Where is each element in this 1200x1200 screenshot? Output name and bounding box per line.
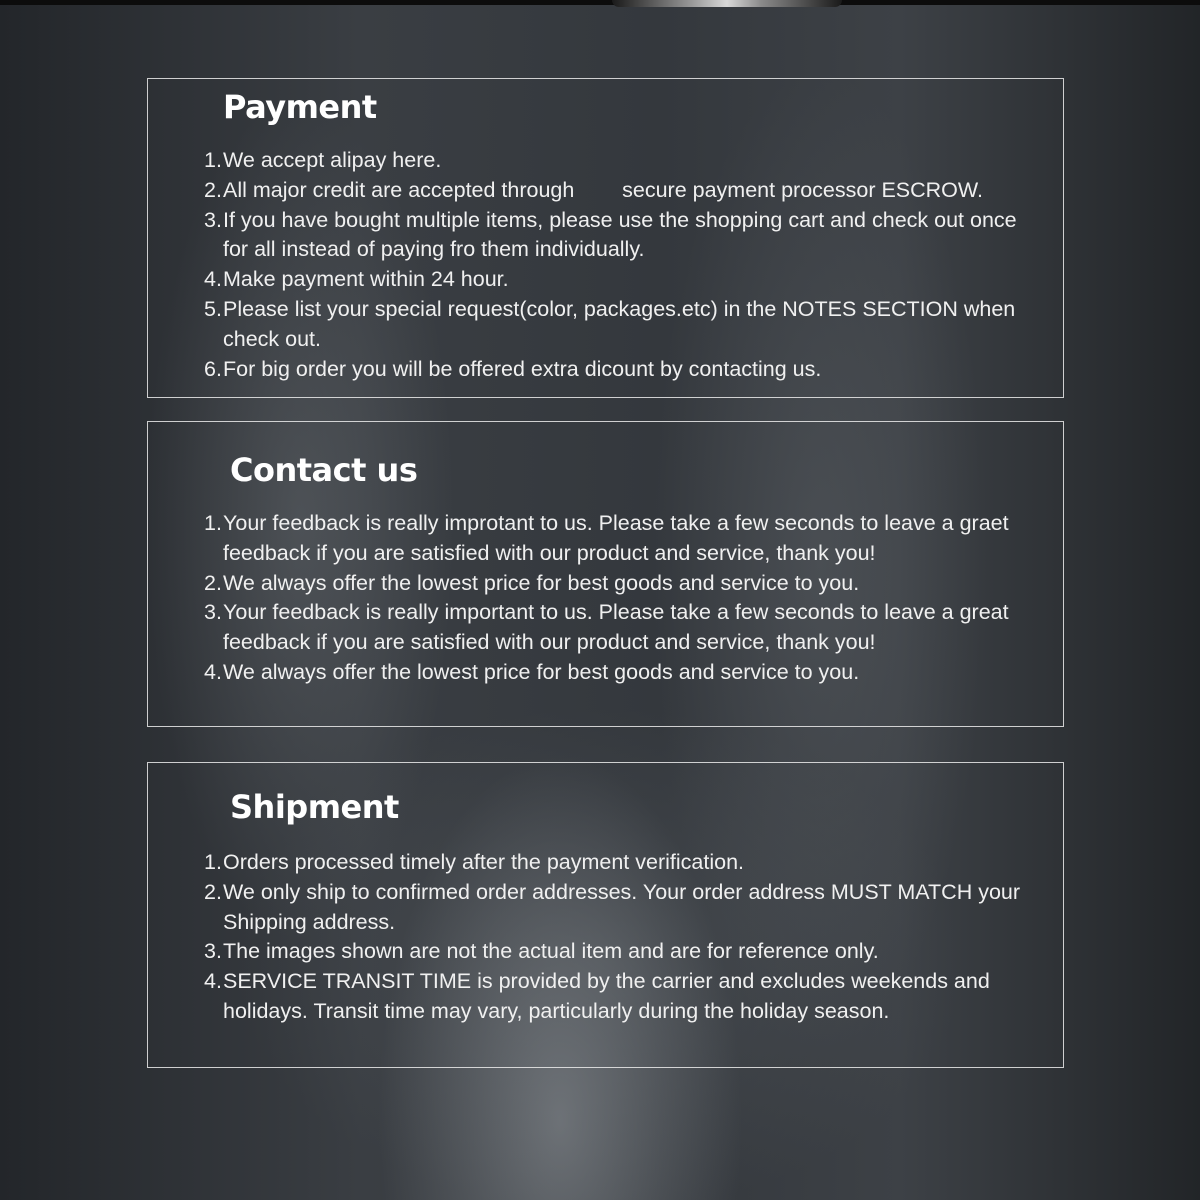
item-text: SERVICE TRANSIT TIME is provided by the carrier and excludes weekends and holidays. Transit time may vary, particularly during the holiday season.: [223, 969, 990, 1023]
contact-list: [203, 509, 1023, 688]
list-item: [203, 176, 1023, 206]
item-text: We always offer the lowest price for best goods and service to you.: [223, 659, 860, 684]
item-text: The images shown are not the actual item and are for reference only.: [223, 939, 879, 964]
item-text: Make payment within 24 hour.: [223, 267, 509, 292]
list-item: [203, 848, 1023, 878]
item-number: 1.: [204, 148, 222, 172]
item-number: 3.: [204, 600, 222, 625]
item-number: 2.: [204, 879, 222, 904]
shipment-title: Shipment: [230, 788, 399, 826]
item-text: Please list your special request(color, packages.etc) in the NOTES SECTION when check out.: [223, 296, 1016, 351]
list-item: [203, 509, 1023, 569]
item-number: 4.: [204, 969, 222, 994]
item-number: 5.: [204, 296, 222, 321]
item-number: 6.: [204, 356, 222, 381]
list-item: [203, 569, 1023, 599]
contact-panel: [147, 421, 1064, 727]
list-item: [203, 598, 1023, 658]
top-ornament-image: [612, 0, 842, 7]
item-text: Your feedback is really improtant to us. Please take a few seconds to leave a graet feedback if you are satisfied with our product and service, thank you!: [223, 511, 1009, 565]
list-item: [203, 355, 1023, 385]
item-number: 1.: [204, 511, 222, 535]
payment-list: [203, 146, 1023, 384]
list-item: [203, 937, 1023, 967]
item-text: If you have bought multiple items, please use the shopping cart and check out once for all instead of paying fro them individually.: [223, 207, 1017, 262]
list-item: [203, 967, 1023, 1027]
payment-title: Payment: [223, 88, 377, 126]
list-item: [203, 146, 1023, 176]
item-text: We only ship to confirmed order addresses. Your order address MUST MATCH your Shipping address.: [223, 879, 1021, 934]
item-text: Orders processed timely after the payment verification.: [223, 850, 744, 874]
item-number: 4.: [204, 659, 222, 684]
item-text: For big order you will be offered extra dicount by contacting us.: [223, 356, 822, 381]
item-number: 1.: [204, 850, 222, 874]
item-text: We accept alipay here.: [223, 148, 442, 172]
shipment-panel: [147, 762, 1064, 1068]
payment-panel: [147, 78, 1064, 398]
item-number: 2.: [204, 570, 222, 595]
list-item: [203, 206, 1023, 266]
list-item: [203, 295, 1023, 355]
item-number: 3.: [204, 207, 222, 232]
contact-title: Contact us: [230, 451, 418, 489]
item-text: We always offer the lowest price for best goods and service to you.: [223, 570, 860, 595]
list-item: [203, 878, 1023, 938]
item-text: All major credit are accepted through secure payment processor ESCROW.: [223, 177, 983, 202]
list-item: [203, 658, 1023, 688]
list-item: [203, 265, 1023, 295]
item-number: 3.: [204, 939, 222, 964]
item-number: 4.: [204, 267, 222, 292]
item-text: Your feedback is really important to us. Please take a few seconds to leave a great feedback if you are satisfied with our product and service, thank you!: [223, 600, 1009, 655]
shipment-list: [203, 848, 1023, 1027]
top-decorative-bar: [0, 0, 1200, 5]
item-number: 2.: [204, 177, 222, 202]
